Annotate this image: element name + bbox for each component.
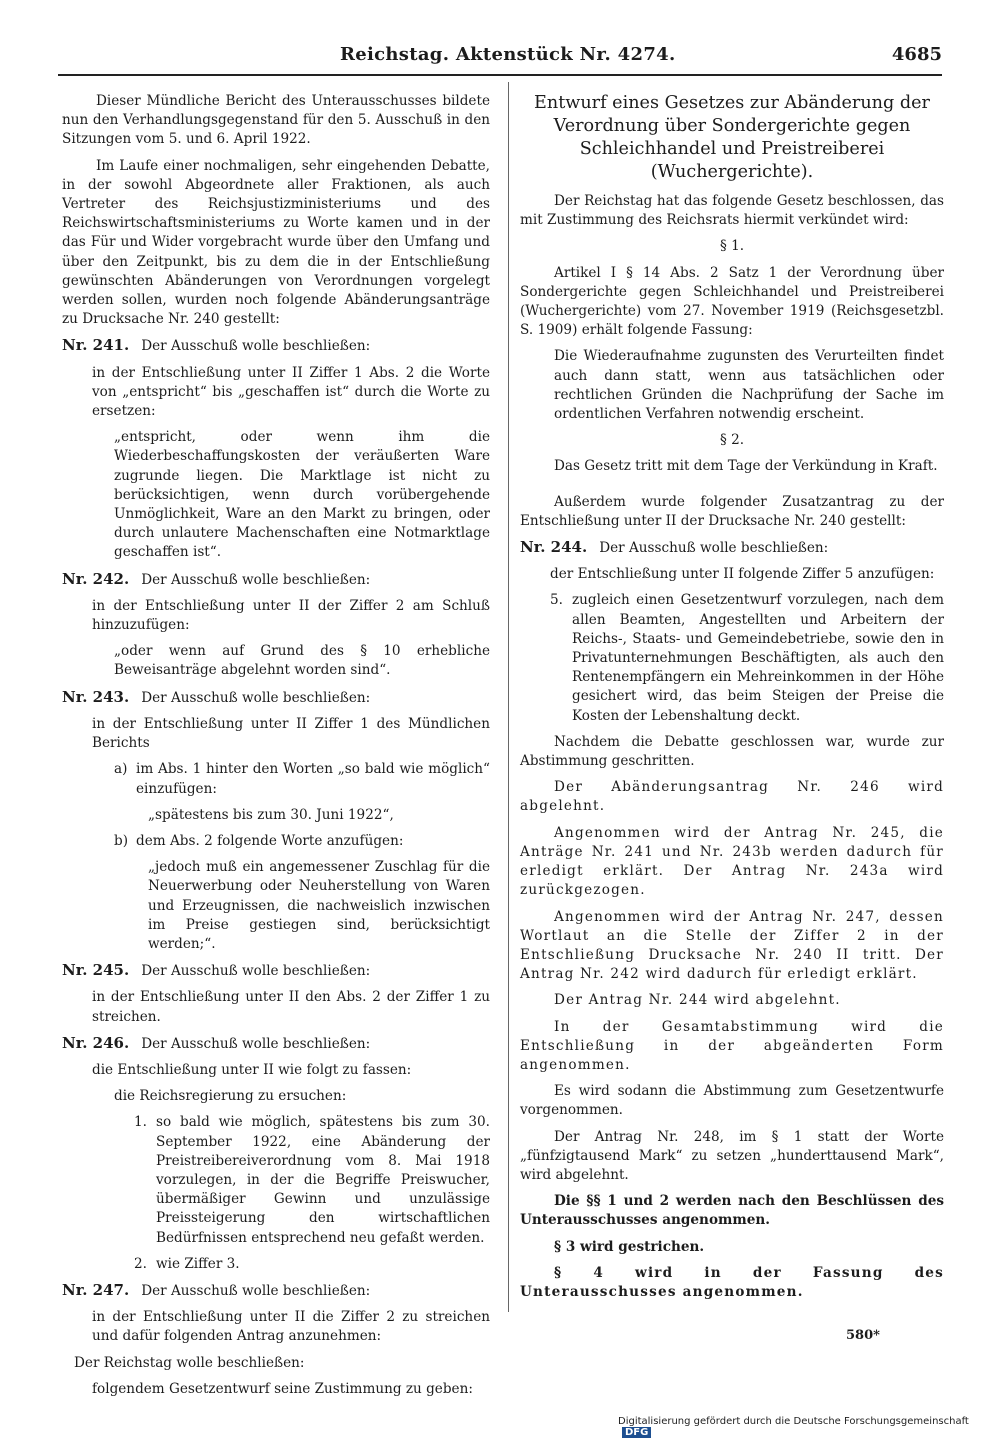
result-248: Der Antrag Nr. 248, im § 1 statt der Worte „fünfzigtausend Mark“ zu setzen „hunderttausend Mark“, wird abgelehnt. — [520, 1128, 944, 1183]
credit-text: Digitalisierung gefördert durch die Deutsche Forschungsgemeinschaft — [618, 1416, 969, 1427]
motion-text: in der Entschließung unter II Ziffer 1 Abs. 2 die Worte von „entspricht“ bis „geschaffen ist“ durch die Worte zu ersetzen: — [92, 364, 490, 420]
motion-241 — [62, 336, 490, 562]
right-column — [520, 92, 944, 1309]
digitization-credit — [618, 1416, 1000, 1438]
item-text: im Abs. 1 hinter den Worten „so bald wie möglich“ einzufügen: — [136, 761, 490, 797]
motion-item-1 — [134, 1113, 490, 1247]
running-title: Reichstag. Aktenstück Nr. 4274. — [340, 44, 676, 65]
motion-intro: Der Ausschuß wolle beschließen: — [141, 571, 371, 588]
item-label: 1. — [134, 1114, 147, 1131]
item-quote: „jedoch muß ein angemessener Zuschlag für die Neuerwerbung oder Neuherstellung von Waren und Erzeugnissen, die nachweislich inzwischen im Preise gestiegen sind, berücksichtigt werden;“. — [148, 859, 490, 952]
dfg-logo: DFG — [622, 1427, 651, 1438]
motion-text: in der Entschließung unter II den Abs. 2 der Ziffer 1 zu streichen. — [92, 989, 490, 1025]
motion-intro: Der Ausschuß wolle beschließen: — [141, 1035, 371, 1052]
motion-text: in der Entschließung unter II die Ziffer 2 zu streichen und dafür folgenden Antrag anzunehmen: — [92, 1309, 490, 1345]
bill-title: Entwurf eines Gesetzes zur Abänderung der Verordnung über Sondergerichte gegen Schleichhandel und Preistreiberei (Wuchergerichte). — [534, 93, 930, 182]
motion-label: Nr. 242. — [62, 569, 130, 588]
sheet-number: 580* — [846, 1328, 880, 1343]
section-2-text: Das Gesetz tritt mit dem Tage der Verkündung in Kraft. — [554, 458, 938, 475]
motion-intro: Der Ausschuß wolle beschließen: — [141, 338, 371, 355]
motion-label: Nr. 246. — [62, 1033, 130, 1052]
page-header — [0, 44, 1000, 74]
result-section-4: § 4 wird in der Fassung des Unterausschusses angenommen. — [520, 1264, 944, 1300]
paragraph-report: Dieser Mündliche Bericht des Unterausschusses bildete nun den Verhandlungsgegenstand für den 5. Ausschuß in den Sitzungen vom 5. und 6. April 1922. — [62, 93, 490, 148]
motion-intro: Der Ausschuß wolle beschließen: — [599, 540, 829, 557]
motion-text: der Entschließung unter II folgende Ziffer 5 anzufügen: — [550, 566, 935, 583]
motion-text-3: folgendem Gesetzentwurf seine Zustimmung zu geben: — [92, 1380, 473, 1397]
page-number: 4685 — [891, 44, 942, 65]
section-1-quote: Die Wiederaufnahme zugunsten des Verurteilten findet auch dann statt, wenn aus tatsächlichen oder rechtlichen Gründen die Nachprüfung der Sache im ordentlichen Verfahren notwendig erscheint. — [554, 348, 944, 423]
motion-item-2 — [134, 1255, 490, 1274]
item-text: zugleich einen Gesetzentwurf vorzulegen, nach dem allen Beamten, Angestellten und Arbeitern der Reichs-, Staats- und Gemeindebetriebe, sowie den in Privatunternehmungen Beschäftigten, als auch den Rentenempfängern ein Mehreinkommen in der Höhe gesichert wird, das beim Steigen der Preise die Kosten der Lebenshaltung deckt. — [572, 592, 944, 724]
motion-sub: die Reichsregierung zu ersuchen: — [114, 1088, 347, 1105]
motion-243 — [62, 688, 490, 954]
column-divider — [508, 82, 509, 1312]
motion-246 — [62, 1034, 490, 1274]
motion-item-5 — [550, 591, 944, 725]
result-244: Der Antrag Nr. 244 wird abgelehnt. — [554, 992, 841, 1009]
motion-label: Nr. 243. — [62, 687, 130, 706]
motion-intro: Der Ausschuß wolle beschließen: — [141, 1282, 371, 1299]
motion-242 — [62, 570, 490, 681]
result-246: Der Abänderungsantrag Nr. 246 wird abgelehnt. — [520, 779, 944, 815]
motion-text: in der Entschließung unter II der Ziffer 2 am Schluß hinzuzufügen: — [92, 597, 490, 634]
header-rule — [58, 74, 942, 76]
motion-244 — [520, 538, 944, 726]
result-sections-1-2: Die §§ 1 und 2 werden nach den Beschlüssen des Unterausschusses angenommen. — [520, 1193, 944, 1229]
motion-text: die Entschließung unter II wie folgt zu fassen: — [92, 1061, 412, 1078]
item-label: b) — [114, 832, 129, 849]
motion-item-b — [114, 832, 490, 851]
motion-label: Nr. 245. — [62, 961, 130, 980]
item-quote: „spätestens bis zum 30. Juni 1922“, — [148, 806, 394, 823]
result-overall-vote: In der Gesamtabstimmung wird die Entschließung in der abgeänderten Form angenommen. — [520, 1018, 944, 1073]
motion-label: Nr. 247. — [62, 1280, 130, 1299]
motion-quote: „entspricht, oder wenn ihm die Wiederbeschaffungskosten der veräußerten Ware zugrunde liegen. Die Marktlage ist nicht zu berücksichtigen, wenn durch vorübergehende Unmöglichkeit, Ware an den Markt zu bringen, oder durch unlautere Machenschaften eine Notmarktlage geschaffen ist“. — [114, 429, 490, 561]
paragraph-debate: Im Laufe einer nochmaligen, sehr eingehenden Debatte, in der sowohl Abgeordnete aller Fraktionen, als auch Vertreter des Reichsjustizministeriums und des Reichswirtschaftsministeriums zu Worte kamen und in der das Für und Wider vorgebracht wurde über den Umfang und über den Zeitpunkt, bis zu dem die in der Entschließung gewünschten Abänderungen von Verordnungen vorgelegt werden sollen, wurden noch folgende Abänderungsanträge zu Drucksache Nr. 240 gestellt: — [62, 157, 490, 328]
item-label: 5. — [550, 592, 563, 609]
result-247: Angenommen wird der Antrag Nr. 247, dessen Wortlaut an die Stelle der Ziffer 2 in der Entschließung Drucksache Nr. 240 II tritt. Der Antrag Nr. 242 wird dadurch für erledigt erklärt. — [520, 908, 944, 983]
motion-intro: Der Ausschuß wolle beschließen: — [141, 689, 371, 706]
item-label: 2. — [134, 1255, 147, 1272]
motion-text: in der Entschließung unter II Ziffer 1 des Mündlichen Berichts — [92, 715, 490, 752]
section-1-heading: § 1. — [719, 238, 745, 255]
item-text: dem Abs. 2 folgende Worte anzufügen: — [136, 832, 404, 849]
motion-label: Nr. 241. — [62, 336, 130, 355]
result-bill-vote: Es wird sodann die Abstimmung zum Gesetzentwurfe vorgenommen. — [520, 1083, 944, 1119]
motion-intro: Der Ausschuß wolle beschließen: — [141, 963, 371, 980]
enacting-clause: Der Reichstag hat das folgende Gesetz beschlossen, das mit Zustimmung des Reichsrats hiermit verkündet wird: — [520, 193, 944, 229]
result-245: Angenommen wird der Antrag Nr. 245, die Anträge Nr. 241 und Nr. 243b werden dadurch für erledigt erklärt. Der Antrag Nr. 243a wird zurückgezogen. — [520, 824, 944, 899]
motion-247 — [62, 1281, 490, 1399]
section-2-heading: § 2. — [719, 432, 745, 449]
section-1-text: Artikel I § 14 Abs. 2 Satz 1 der Verordnung über Sondergerichte gegen Schleichhandel und Preistreiberei (Wuchergerichte) vom 27. November 1919 (Reichsgesetzbl. S. 1909) erhält folgende Fassung: — [520, 264, 944, 339]
result-debate-closed: Nachdem die Debatte geschlossen war, wurde zur Abstimmung geschritten. — [520, 733, 944, 770]
item-text: wie Ziffer 3. — [156, 1255, 240, 1272]
result-section-3: § 3 wird gestrichen. — [554, 1238, 705, 1255]
item-label: a) — [114, 761, 128, 778]
left-column — [62, 92, 490, 1406]
additional-motion-intro: Außerdem wurde folgender Zusatzantrag zu der Entschließung unter II der Drucksache Nr. 240 gestellt: — [520, 493, 944, 529]
motion-quote: „oder wenn auf Grund des § 10 erhebliche Beweisanträge abgelehnt worden sind“. — [114, 643, 490, 679]
motion-245 — [62, 961, 490, 1027]
motion-label: Nr. 244. — [520, 538, 588, 557]
motion-text-2: Der Reichstag wolle beschließen: — [74, 1354, 305, 1371]
motion-item-a — [114, 760, 490, 798]
item-text: so bald wie möglich, spätestens bis zum 30. September 1922, eine Abänderung der Preistreibereiverordnung vom 8. Mai 1918 vorzulegen, in der die Begriffe Preiswucher, übermäßiger Gewinn und unzulässige Preissteigerung den wirtschaftlichen Bedürfnissen entsprechend neu gefaßt werden. — [156, 1114, 490, 1246]
